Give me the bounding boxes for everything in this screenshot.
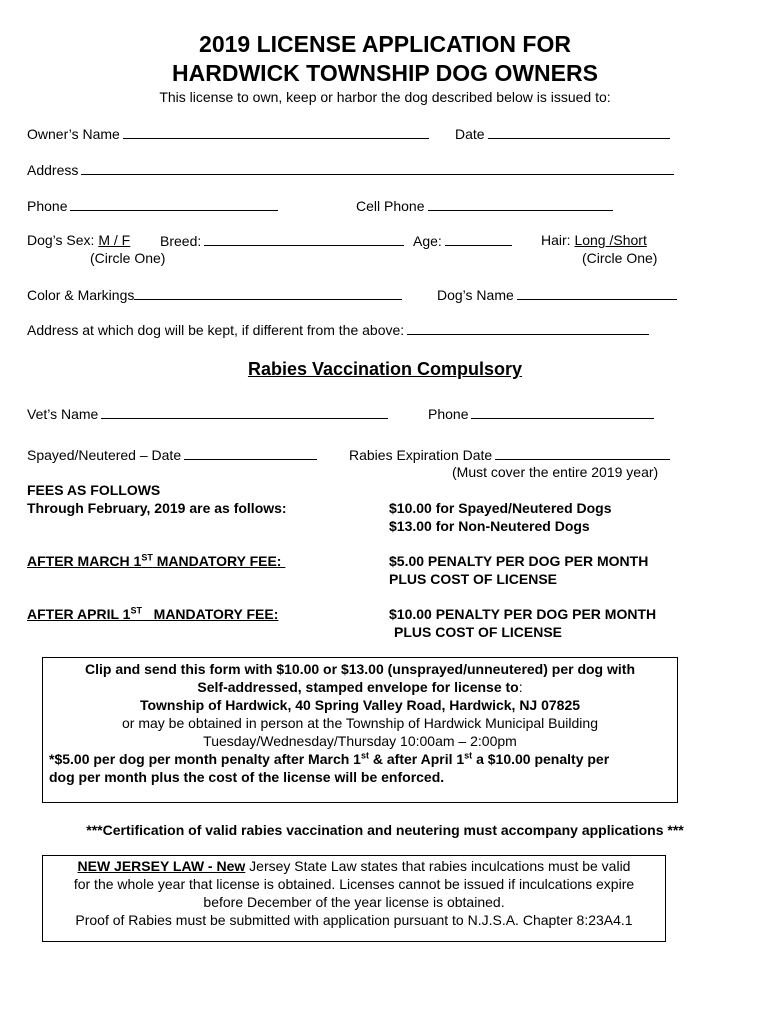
- hair-options[interactable]: Long /Short: [574, 232, 647, 248]
- expiration-note: (Must cover the entire 2019 year): [452, 464, 659, 480]
- hair-row: [541, 232, 647, 249]
- date-row: [455, 125, 670, 143]
- phone-field[interactable]: [70, 197, 278, 211]
- mail-line1: Clip and send this form with $10.00 or $13.00 (unsprayed/unneutered) per dog with: [85, 661, 635, 677]
- phone-label: Phone: [27, 198, 68, 214]
- date-field[interactable]: [488, 125, 670, 139]
- after-april-label: AFTER APRIL 1ST MANDATORY FEE:: [27, 605, 279, 622]
- breed-row: [160, 232, 404, 250]
- dog-name-label: Dog’s Name: [437, 287, 514, 303]
- vet-name-row: [27, 405, 388, 423]
- owner-name-row: [27, 125, 429, 143]
- mail-line2: Self-addressed, stamped envelope for license to:: [197, 679, 523, 695]
- kept-address-label: Address at which dog will be kept, if different from the above:: [27, 322, 405, 338]
- mail-address: Township of Hardwick, 40 Spring Valley Road, Hardwick, NJ 07825: [139, 697, 581, 713]
- cell-phone-row: [356, 197, 613, 215]
- rabies-expiration-field[interactable]: [495, 446, 670, 460]
- subtitle: This license to own, keep or harbor the dog described below is issued to:: [159, 89, 611, 105]
- owner-name-label: Owner’s Name: [27, 126, 120, 142]
- address-field[interactable]: [81, 161, 674, 175]
- dog-name-row: [437, 286, 677, 304]
- breed-field[interactable]: [204, 232, 404, 246]
- kept-address-field[interactable]: [407, 321, 649, 335]
- hair-label: Hair:: [541, 232, 571, 248]
- march-plus-cost: PLUS COST OF LICENSE: [389, 571, 558, 587]
- law-line1: NEW JERSEY LAW - New Jersey State Law states that rabies inculcations must be valid: [77, 858, 631, 874]
- date-label: Date: [455, 126, 485, 142]
- april-plus-cost: PLUS COST OF LICENSE: [394, 624, 563, 640]
- spayed-date-label: Spayed/Neutered – Date: [27, 447, 182, 463]
- spayed-fee: $10.00 for Spayed/Neutered Dogs: [389, 500, 612, 516]
- color-markings-row: [27, 286, 402, 304]
- spayed-date-row: [27, 446, 317, 464]
- march-penalty: $5.00 PENALTY PER DOG PER MONTH: [389, 553, 649, 569]
- page-title-line2: HARDWICK TOWNSHIP DOG OWNERS: [172, 60, 598, 86]
- spayed-date-field[interactable]: [184, 446, 317, 460]
- vet-phone-field[interactable]: [471, 405, 654, 419]
- mail-hours: Tuesday/Wednesday/Thursday 10:00am – 2:00pm: [203, 733, 517, 749]
- cell-phone-field[interactable]: [428, 197, 613, 211]
- mail-instructions-box: [42, 657, 678, 803]
- non-neutered-fee: $13.00 for Non-Neutered Dogs: [389, 518, 590, 534]
- breed-label: Breed:: [160, 233, 202, 249]
- page-title-line1: 2019 LICENSE APPLICATION FOR: [199, 31, 571, 57]
- address-label: Address: [27, 162, 79, 178]
- vet-name-field[interactable]: [101, 405, 388, 419]
- rabies-expiration-row: [349, 446, 670, 464]
- law-line2: for the whole year that license is obtained. Licenses cannot be issued if inculcations expire: [73, 876, 635, 892]
- age-field[interactable]: [445, 232, 512, 246]
- certification-notice: ***Certification of valid rabies vaccination and neutering must accompany applications ***: [86, 822, 684, 838]
- age-label: Age:: [413, 233, 442, 249]
- law-line4: Proof of Rabies must be submitted with application pursuant to N.J.S.A. Chapter 8:23A4.1: [75, 912, 633, 928]
- fees-heading: FEES AS FOLLOWS: [27, 482, 161, 498]
- after-march-label: AFTER MARCH 1ST MANDATORY FEE:: [27, 552, 286, 569]
- sex-circle-one: (Circle One): [90, 250, 166, 266]
- vet-phone-row: [428, 405, 654, 423]
- mail-penalty-line2: dog per month plus the cost of the license will be enforced.: [49, 769, 445, 785]
- kept-address-row: [27, 321, 649, 339]
- cell-phone-label: Cell Phone: [356, 198, 425, 214]
- dog-sex-label: Dog’s Sex:: [27, 232, 95, 248]
- rabies-expiration-label: Rabies Expiration Date: [349, 447, 493, 463]
- owner-name-field[interactable]: [123, 125, 429, 139]
- vet-name-label: Vet’s Name: [27, 406, 99, 422]
- vet-phone-label: Phone: [428, 406, 469, 422]
- april-penalty: $10.00 PENALTY PER DOG PER MONTH: [389, 606, 657, 622]
- rabies-heading: Rabies Vaccination Compulsory: [247, 359, 523, 379]
- sex-options[interactable]: M / F: [98, 232, 131, 248]
- age-row: [413, 232, 512, 250]
- phone-row: [27, 197, 278, 215]
- color-markings-label: Color & Markings: [27, 287, 135, 303]
- address-row: [27, 161, 674, 179]
- hair-circle-one: (Circle One): [582, 250, 658, 266]
- fees-through-feb: Through February, 2019 are as follows:: [27, 500, 287, 516]
- law-line3: before December of the year license is obtained.: [203, 894, 505, 910]
- dog-name-field[interactable]: [517, 286, 677, 300]
- nj-law-box: [42, 855, 666, 942]
- dog-sex-row: [27, 232, 130, 249]
- mail-penalty-line: *$5.00 per dog per month penalty after March 1st & after April 1st a $10.00 penalty per: [49, 750, 610, 767]
- mail-line4: or may be obtained in person at the Township of Hardwick Municipal Building: [121, 715, 598, 731]
- color-markings-field[interactable]: [134, 286, 402, 300]
